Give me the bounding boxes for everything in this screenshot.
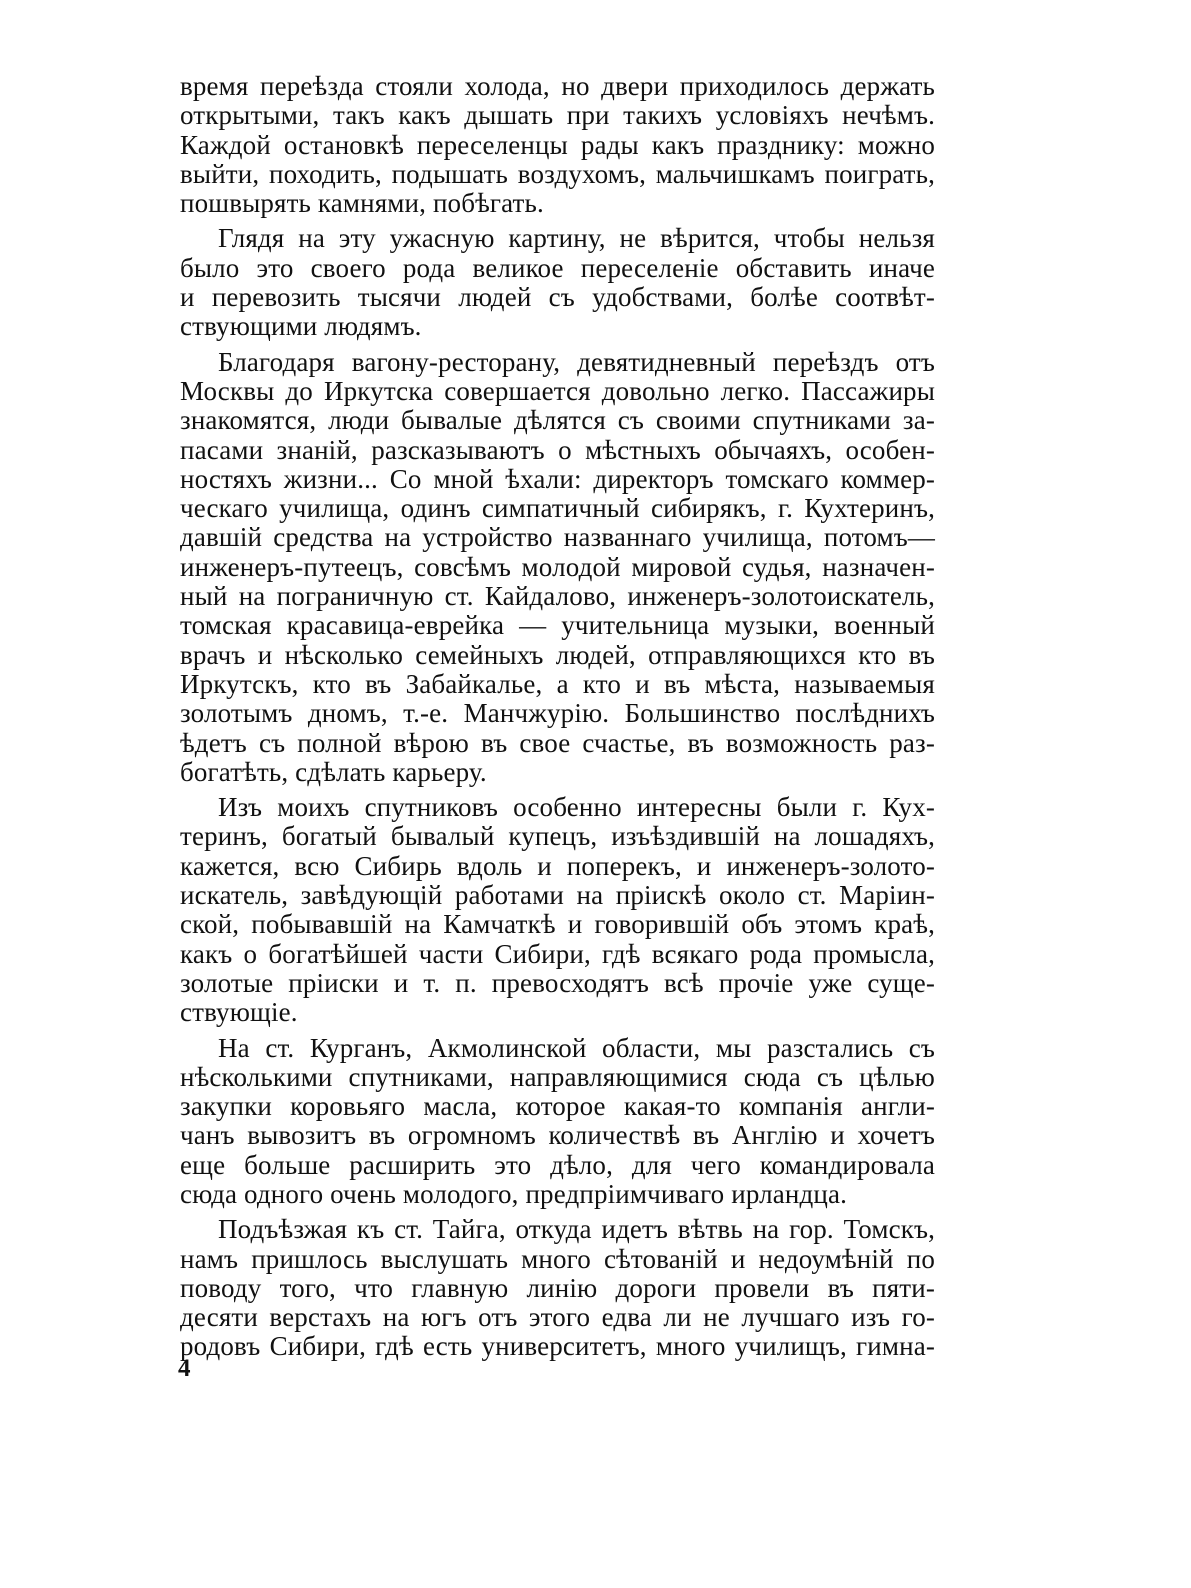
text-line: теринъ, богатый бывалый купецъ, изъѣздившій на лошадяхъ, xyxy=(180,821,935,852)
text-line: На ст. Курганъ, Акмолинской области, мы разстались съ xyxy=(218,1032,935,1063)
text-line: знакомятся, люди бывалые дѣлятся съ своими спутниками за- xyxy=(180,405,935,436)
text-line: врачъ и нѣсколько семейныхъ людей, отправляющихся кто въ xyxy=(180,639,935,670)
text-line: время переѣзда стояли холода, но двери приходилось держать xyxy=(180,71,935,101)
text-line: давшій средства на устройство названнаго училища, потомъ— xyxy=(180,522,935,553)
text-line: десяти верстахъ на югъ отъ этого едва ли не лучшаго изъ го- xyxy=(180,1302,935,1333)
text-line: ческаго училища, одинъ симпатичный сибирякъ, г. Кухтеринъ, xyxy=(180,493,935,524)
text-line: какъ о богатѣйшей части Сибири, гдѣ всякаго рода промысла, xyxy=(180,938,935,969)
text-line: ѣдетъ съ полной вѣрою въ свое счастье, въ возможность раз- xyxy=(180,727,935,758)
text-line: инженеръ-путеецъ, совсѣмъ молодой мировой судья, назначен- xyxy=(180,551,935,582)
page-number: 4 xyxy=(178,1355,191,1382)
text-line: Москвы до Иркутска совершается довольно легко. Пассажиры xyxy=(180,375,935,406)
text-line: чанъ вывозитъ въ огромномъ количествѣ въ Англію и хочетъ xyxy=(180,1120,935,1151)
text-line: искатель, завѣдующій работами на пріискѣ около ст. Маріин- xyxy=(180,880,935,911)
text-line: открытыми, такъ какъ дышать при такихъ условіяхъ нечѣмъ. xyxy=(180,100,935,131)
text-line: Глядя на эту ужасную картину, не вѣрится, чтобы нельзя xyxy=(218,223,935,254)
text-line: Изъ моихъ спутниковъ особенно интересны были г. Кух- xyxy=(218,792,935,823)
text-line: поводу того, что главную линію дороги провели въ пяти- xyxy=(180,1272,935,1303)
text-line: томская красавица-еврейка — учительница музыки, военный xyxy=(180,610,935,641)
text-line: еще больше расширить это дѣло, для чего командировала xyxy=(180,1149,935,1180)
paragraph xyxy=(180,1034,935,1210)
body-text xyxy=(180,72,935,1362)
text-line: закупки коровьяго масла, которое какая-то компанія англи- xyxy=(180,1091,935,1122)
paragraph xyxy=(180,224,935,341)
text-line: сюда одного очень молодого, предпріимчиваго ирландца. xyxy=(180,1178,847,1209)
text-line: пошвырять камнями, побѣгать. xyxy=(180,188,544,219)
paragraph xyxy=(180,793,935,1027)
text-line: ный на пограничную ст. Кайдалово, инженеръ-золотоискатель, xyxy=(180,581,935,612)
text-line: выйти, походить, подышать воздухомъ, мальчишкамъ поиграть, xyxy=(180,158,935,189)
text-line: Каждой остановкѣ переселенцы рады какъ празднику: можно xyxy=(180,129,935,160)
text-line: пасами знаній, разсказываютъ о мѣстныхъ обычаяхъ, особен- xyxy=(180,434,935,465)
paragraph xyxy=(180,348,935,787)
text-line: ствующими людямъ. xyxy=(180,311,422,342)
text-line: ностяхъ жизни... Со мной ѣхали: директоръ томскаго коммер- xyxy=(180,463,935,494)
paragraph xyxy=(180,1215,935,1361)
text-line: родовъ Сибири, гдѣ есть университетъ, много училищъ, гимна- xyxy=(180,1331,935,1362)
text-line: намъ пришлось выслушать много сѣтованій и недоумѣній по xyxy=(180,1243,935,1274)
text-line: и перевозить тысячи людей съ удобствами, болѣе соотвѣт- xyxy=(180,282,935,313)
text-line: золотые пріиски и т. п. превосходятъ всѣ прочіе уже суще- xyxy=(180,967,935,998)
text-line: ствующіе. xyxy=(180,997,298,1028)
text-line: ской, побывавшій на Камчаткѣ и говорившій объ этомъ краѣ, xyxy=(180,909,935,940)
text-line: богатѣть, сдѣлать карьеру. xyxy=(180,756,487,787)
text-line: было это своего рода великое переселеніе обставить иначе xyxy=(180,252,935,283)
text-line: золотымъ дномъ, т.-е. Манчжурію. Большинство послѣднихъ xyxy=(180,698,935,729)
paragraph xyxy=(180,72,935,218)
text-line: нѣсколькими спутниками, направляющимися сюда съ цѣлью xyxy=(180,1061,935,1092)
text-line: кажется, всю Сибирь вдоль и поперекъ, и инженеръ-золото- xyxy=(180,850,935,881)
text-line: Благодаря вагону-ресторану, девятидневный переѣздъ отъ xyxy=(218,346,935,377)
text-line: Подъѣзжая къ ст. Тайга, откуда идетъ вѣтвь на гор. Томскъ, xyxy=(218,1214,935,1245)
text-line: Иркутскъ, кто въ Забайкалье, а кто и въ мѣста, называемыя xyxy=(180,668,935,699)
